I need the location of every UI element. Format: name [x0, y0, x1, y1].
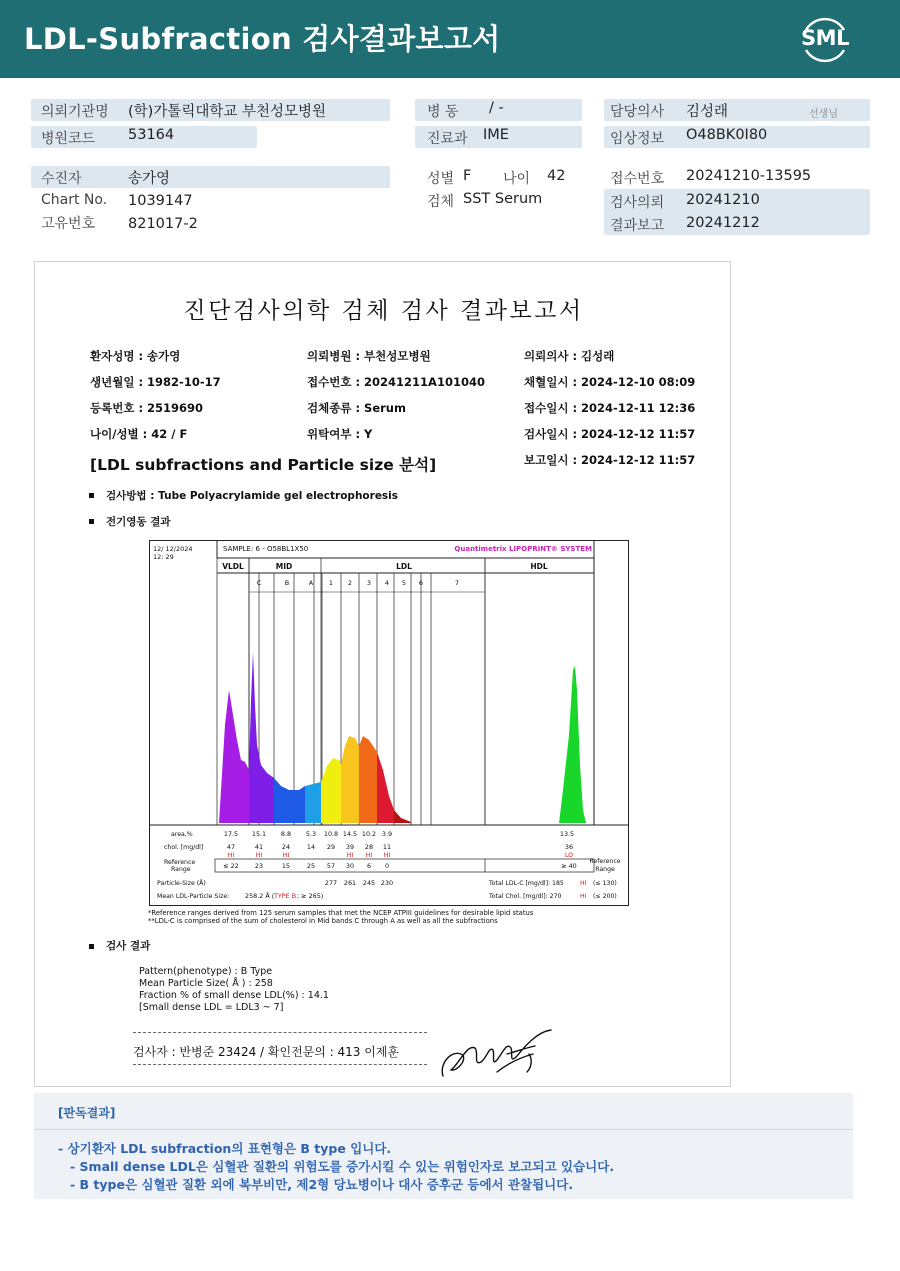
doctor-note: 선생님 [809, 109, 838, 120]
field-received: 접수일시 : 2024-12-11 12:36 [524, 401, 696, 415]
chol-value: 28 [364, 843, 374, 851]
curve-band-3 [359, 736, 377, 823]
lipoprint-chart [149, 540, 629, 906]
clinical-value: O48BK0I80 [686, 127, 768, 143]
area-value: 10.8 [323, 830, 339, 838]
doctor-label: 담당의사 [610, 104, 665, 120]
uid-value: 821017-2 [128, 216, 198, 232]
sml-logo [796, 12, 854, 66]
chart-no-value: 1039147 [128, 193, 193, 209]
band-label-1: 1 [328, 579, 334, 587]
field-agesex: 나이/성별 : 42 / F [90, 427, 188, 441]
row-label-chol: chol. [mg/dl] [164, 844, 204, 851]
particle-size-value: 277 [324, 879, 338, 887]
dept-label: 진료과 [427, 131, 468, 147]
ref-value: 15 [281, 862, 291, 870]
report-date-label: 결과보고 [610, 218, 665, 234]
sex-value: F [463, 168, 472, 184]
age-value: 42 [547, 168, 566, 184]
band-label-7: 7 [454, 579, 460, 587]
bullet-icon [89, 519, 94, 524]
report-title: 진단검사의학 검체 검사 결과보고서 [183, 298, 584, 324]
field-spec: 검체종류 : Serum [307, 401, 406, 415]
clinical-label: 임상정보 [610, 131, 665, 147]
field-reg: 등록번호 : 2519690 [90, 401, 204, 415]
total-chol-label: Total Chol. [mg/dl]: 270 [489, 893, 562, 900]
uid-label: 고유번호 [41, 216, 96, 232]
group-label-vldl: VLDL [222, 562, 244, 571]
field-hospital: 의뢰병원 : 부천성모병원 [307, 349, 431, 363]
row-label-mean: Mean LDL-Particle Size: [157, 893, 230, 900]
hdl-area-value: 13.5 [559, 830, 575, 838]
analysis-title: [LDL subfractions and Particle size 분석] [90, 456, 437, 474]
curve-band-a [305, 782, 321, 823]
total-chol-flag: HI [580, 893, 587, 900]
logo-text: SML [801, 26, 849, 50]
interpretation-line-3: - B type은 심혈관 질환 외에 복부비만, 제2형 당뇨병이나 대사 증후군 등에서 관찰됩니다. [70, 1177, 574, 1192]
ref-value: 6 [366, 862, 372, 870]
hdl-chol-value: 36 [564, 843, 574, 851]
chol-value: 11 [382, 843, 392, 851]
row-label-size: Particle-Size (Å) [157, 880, 206, 887]
result-line-1: Pattern(phenotype) : B Type [139, 966, 273, 977]
institution-label: 의뢰기관명 [41, 104, 109, 120]
chart-time: 12: 29 [153, 553, 174, 561]
group-label-ldl: LDL [396, 562, 412, 571]
chart-no-label: Chart No. [41, 192, 108, 208]
particle-size-value: 230 [380, 879, 394, 887]
area-value: 8.8 [280, 830, 292, 838]
report-document [34, 261, 731, 1087]
particle-size-value: 245 [362, 879, 376, 887]
total-ldl-label: Total LDL-C [mg/dl]: 185 [489, 880, 564, 887]
receipt-label: 접수번호 [610, 171, 665, 187]
field-doctor: 의뢰의사 : 김성래 [524, 349, 615, 363]
mean-size-ref: ; ≥ 265) [297, 892, 324, 900]
band-label-4: 4 [384, 579, 390, 587]
field-reported: 보고일시 : 2024-12-12 11:57 [524, 453, 696, 467]
type-b-label: TYPE B [274, 892, 297, 900]
hospital-code-label: 병원코드 [41, 131, 96, 147]
area-value: 14.5 [342, 830, 358, 838]
hdl-ref-value: ≥ 40 [561, 862, 577, 870]
divider [133, 1032, 427, 1033]
field-consign: 위탁여부 : Y [307, 427, 373, 441]
chol-value: 29 [326, 843, 336, 851]
result-heading: 검사 결과 [106, 940, 151, 952]
interpretation-title: [판독결과] [58, 1106, 116, 1120]
total-chol-ref: (≤ 200) [593, 893, 617, 900]
particle-size-value: 261 [343, 879, 357, 887]
mean-size-value: 258.2 Å ( [245, 892, 275, 900]
chol-value: 24 [281, 843, 291, 851]
band-label-B: B [284, 579, 290, 587]
electro-heading: 전기영동 결과 [106, 516, 171, 528]
row-label-ref-2: Range [171, 866, 191, 873]
method-text: 검사방법 : Tube Polyacrylamide gel electrophoresis [106, 490, 399, 502]
chol-flag: HI [282, 852, 290, 859]
interpretation-line-1: - 상기환자 LDL subfraction의 표현형은 B type 입니다. [58, 1141, 392, 1156]
divider [34, 1129, 853, 1130]
ref-value: 25 [306, 862, 316, 870]
bullet-icon [89, 944, 94, 949]
patient-label: 수진자 [41, 171, 82, 187]
band-label-6: 6 [418, 579, 424, 587]
group-label-mid: MID [275, 562, 293, 571]
chol-flag: HI [383, 852, 391, 859]
area-value: 17.5 [223, 830, 239, 838]
band-label-2: 2 [347, 579, 353, 587]
chol-flag: HI [365, 852, 373, 859]
ward-label: 병 동 [427, 104, 459, 120]
row-label-ref-1: Reference [164, 859, 196, 866]
area-value: 3.9 [381, 830, 393, 838]
ref-value: 30 [345, 862, 355, 870]
field-name: 환자성명 : 송가영 [90, 349, 181, 363]
field-receipt: 접수번호 : 20241211A101040 [307, 375, 485, 389]
hospital-code-value: 53164 [128, 127, 175, 143]
area-value: 15.1 [251, 830, 267, 838]
chol-flag: HI [227, 852, 235, 859]
specimen-value: SST Serum [463, 191, 543, 207]
page-title: LDL-Subfraction 검사결과보고서 [24, 22, 501, 56]
chart-sample: SAMPLE: 6 - O58BL1X50 [223, 545, 309, 553]
field-birth: 생년월일 : 1982-10-17 [90, 375, 221, 389]
ref-side-label-1: Reference [589, 858, 621, 865]
hdl-flag: LO [564, 852, 574, 859]
ref-value: 23 [254, 862, 264, 870]
chol-flag: HI [255, 852, 263, 859]
chol-value: 39 [345, 843, 355, 851]
report-date-value: 20241212 [686, 215, 760, 231]
chart-title: Quantimetrix LIPOPRINT® SYSTEM [454, 545, 592, 553]
doctor-value: 김성래 [686, 104, 729, 120]
result-line-4: [Small dense LDL = LDL3 ~ 7] [139, 1002, 284, 1013]
row-label-area: area,% [171, 831, 193, 838]
band-label-3: 3 [366, 579, 372, 587]
chart-date: 12/ 12/2024 [153, 545, 193, 553]
patient-value: 송가영 [128, 171, 171, 187]
ref-value: 57 [326, 862, 336, 870]
band-label-5: 5 [401, 579, 407, 587]
ref-value: 0 [384, 862, 390, 870]
request-value: 20241210 [686, 192, 760, 208]
bullet-icon [89, 493, 94, 498]
result-line-2: Mean Particle Size( Å ) : 258 [139, 978, 273, 989]
field-collect: 채혈일시 : 2024-12-10 08:09 [524, 375, 696, 389]
chol-flag: HI [346, 852, 354, 859]
area-value: 10.2 [361, 830, 377, 838]
ward-value: / - [489, 100, 504, 116]
interpretation-panel [34, 1093, 853, 1199]
sex-label: 성별 [427, 171, 455, 187]
checker-line: 검사자 : 반병준 23424 / 확인전문의 : 413 이제훈 [133, 1045, 400, 1059]
patient-row-bg [31, 166, 390, 188]
ref-value: ≤ 22 [223, 862, 239, 870]
dept-value: IME [483, 127, 509, 143]
total-ldl-ref: (≤ 130) [593, 880, 617, 887]
institution-value: (학)가톨릭대학교 부천성모병원 [128, 104, 327, 120]
specimen-label: 검체 [427, 194, 455, 210]
receipt-value: 20241210-13595 [686, 168, 812, 184]
result-line-3: Fraction % of small dense LDL(%) : 14.1 [139, 990, 329, 1001]
interpretation-line-2: - Small dense LDL은 심혈관 질환의 위험도를 증가시킬 수 있는 위험인자로 보고되고 있습니다. [70, 1159, 615, 1174]
ref-side-label-2: Range [595, 866, 615, 873]
chol-value: 47 [226, 843, 236, 851]
chol-value: 41 [254, 843, 264, 851]
band-label-A: A [308, 579, 314, 587]
lipoprint-chart-svg [149, 540, 629, 906]
chol-value: 14 [306, 843, 316, 851]
total-ldl-flag: HI [580, 880, 587, 887]
area-value: 5.3 [305, 830, 317, 838]
signature-icon [437, 1024, 559, 1086]
header-bar [0, 0, 900, 78]
group-label-hdl: HDL [530, 562, 548, 571]
field-tested: 검사일시 : 2024-12-12 11:57 [524, 427, 696, 441]
band-label-C: C [256, 579, 262, 587]
request-label: 검사의뢰 [610, 195, 665, 211]
age-label: 나이 [503, 171, 531, 187]
divider [133, 1064, 427, 1065]
footnote-1: *Reference ranges derived from 125 serum samples that met the NCEP ATPIII guidelines for desirable lipid status [148, 909, 534, 917]
footnote-2: **LDL-C is comprised of the sum of cholesterol in Mid bands C through A as well as all the subfractions [148, 917, 498, 925]
